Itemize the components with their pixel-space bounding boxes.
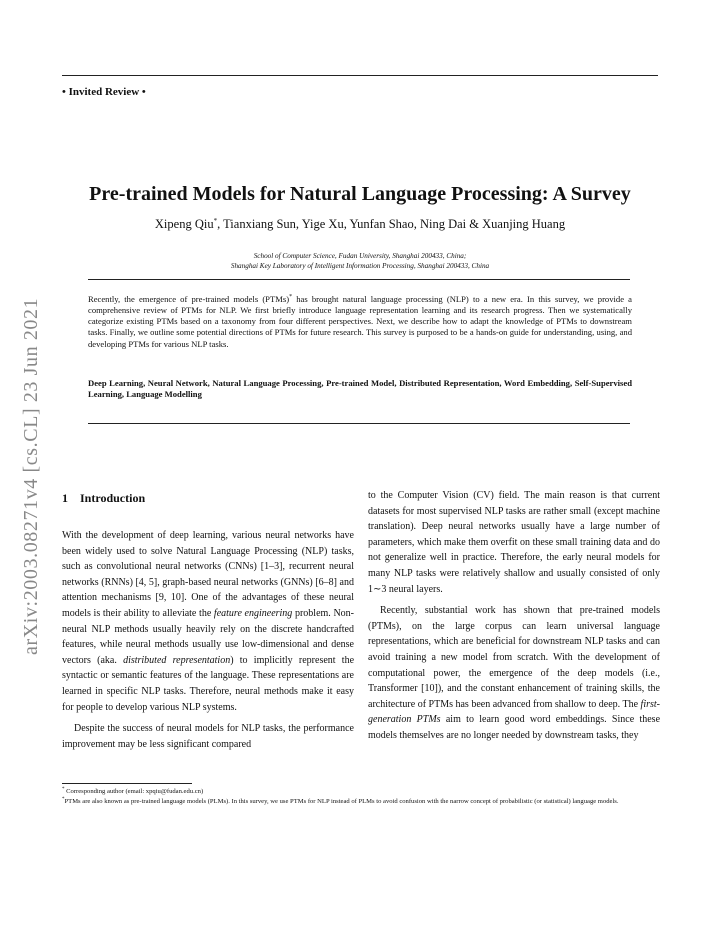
abstract — [88, 292, 632, 350]
footnote-text: Corresponding author (email: xpqiu@fudan.edu.cn) — [64, 788, 204, 796]
footnote-mark: * — [62, 787, 65, 792]
affiliation-1: School of Computer Science, Fudan University, Shanghai 200433, China; — [253, 252, 467, 260]
section-number: 1 — [62, 491, 68, 505]
footnote-rule — [62, 783, 192, 784]
abstract-bottom-rule — [88, 423, 630, 424]
paragraph-text: ) to implicitly represent the syntactic or semantic features of the language. These representations are learned in specific NLP tasks. Therefore, neural methods make it easy for people to develop various NLP systems. — [62, 654, 355, 713]
first-author: Xipeng Qiu — [154, 217, 214, 232]
emphasis-text: first-generation PTMs — [368, 698, 660, 726]
emphasis-text: feature engineering — [213, 607, 293, 619]
paragraph: Despite the success of neural models for NLP tasks, the performance improvement may be less significant compared — [62, 723, 354, 750]
corresponding-author-mark: * — [213, 217, 218, 225]
keywords: Deep Learning, Neural Network, Natural Language Processing, Pre-trained Model, Distributed Representation, Word Embedding, Self-Supervised Learning, Language Modelling — [88, 378, 632, 400]
paper-title: Pre-trained Models for Natural Language Processing: A Survey — [89, 183, 631, 205]
affiliation-2: Shanghai Key Laboratory of Intelligent Information Processing, Shanghai 200433, China — [230, 262, 490, 270]
paragraph: to the Computer Vision (CV) field. The main reason is that current datasets for most supervised NLP tasks are rather small (except machine translation). Deep neural networks usually have a large number of parameters, which make them overfit on these small training data and do not generalize well in practice. Therefore, the early neural models for many NLP tasks were relatively shallow and usually consisted of only 1∼3 neural layers. — [368, 490, 660, 595]
abstract-text-1: Recently, the emergence of pre-trained models (PTMs) — [88, 293, 290, 304]
footnote-text: PTMs are also known as pre-trained language models (PLMs). In this survey, we use PTMs for NLP instead of PLMs to avoid confusion with the narrow concept of probabilistic (or statistical) language models. — [64, 798, 619, 806]
section-heading — [62, 491, 145, 506]
body-column-right — [368, 488, 660, 744]
paragraph — [62, 528, 354, 715]
paragraph-text: With the development of deep learning, various neural networks have been widely used to solve Natural Language Processing (NLP) tasks, such as convolutional neural networks (CNNs) [1–3], recurrent neural networks (RNNs) [4, 5], graph-based neural networks (GNNs) [6–8] and attention mechanisms [9, 10]. One of the advantages of these neural models is their ability to alleviate the — [62, 530, 354, 619]
emphasis-text: distributed representation — [123, 654, 231, 666]
footnote-mark: * — [62, 797, 65, 802]
body-column-left — [62, 528, 354, 752]
header-rule — [62, 75, 658, 76]
abstract-text-2: has brought natural language processing (NLP) to a new era. In this survey, we provide a comprehensive review of PTMs for NLP. We first briefly introduce language representation learning and its research progress. Then we systematically categorize existing PTMs based on a taxonomy from four different perspectives. Next, we describe how to adapt the knowledge of PTMs to downstream tasks. Finally, we outline some potential directions of PTMs for future research. This survey is purposed to be a hands-on guide for understanding, using, and developing PTMs for various NLP tasks. — [88, 293, 632, 349]
paragraph-text: Recently, substantial work has shown that pre-trained models (PTMs), on the large corpus can learn universal language representations, which are beneficial for downstream NLP tasks and can avoid training a new model from scratch. With the development of computational power, the emergence of the deep models (i.e., Transformer [10]), and the constant enhancement of training skills, the architecture of PTMs has been advanced from shallow to deep. The — [368, 605, 660, 710]
arxiv-identifier: arXiv:2003.08271v4 [cs.CL] 23 Jun 2021 — [20, 297, 42, 655]
paragraph — [368, 603, 660, 743]
paragraph-text: aim to learn good word embeddings. Since these models themselves are no longer needed by downstream tasks, they — [368, 714, 661, 741]
section-title: Introduction — [80, 491, 146, 505]
paragraph-text: problem. Non-neural NLP methods usually heavily rely on the discrete handcrafted features, while neural methods usually use low-dimensional and dense vectors (aka. — [62, 607, 355, 666]
footnote-ptms — [62, 795, 662, 807]
abstract-top-rule — [88, 279, 630, 280]
invited-review-label: • Invited Review • — [62, 86, 146, 98]
abstract-footnote-mark: * — [289, 294, 293, 300]
author-list — [60, 217, 660, 232]
other-authors: , Tianxiang Sun, Yige Xu, Yunfan Shao, Ning Dai & Xuanjing Huang — [217, 217, 566, 232]
